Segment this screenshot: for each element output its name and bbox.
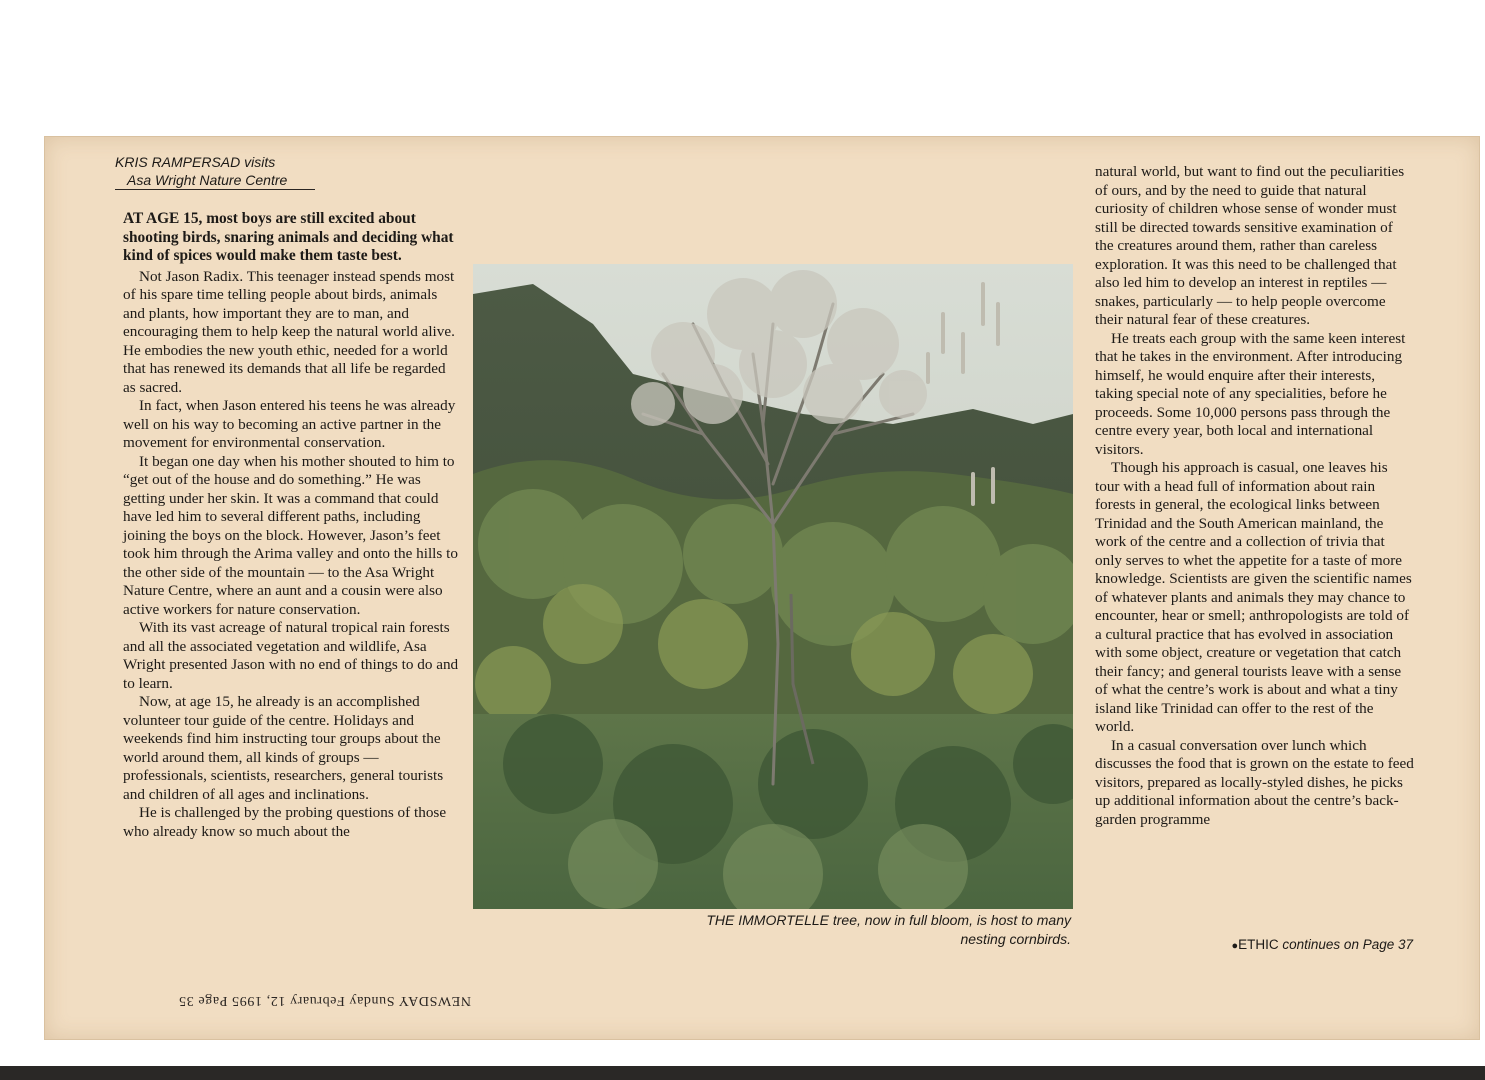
- page-folio: NEWSDAY Sunday February 12, 1995 Page 35: [178, 993, 471, 1008]
- paragraph: In fact, when Jason entered his teens he was already well on his way to becoming an active partner in the movement for environmental conservation.: [123, 397, 456, 451]
- paragraph: He is challenged by the probing questions of those who already know so much about the: [123, 804, 447, 840]
- paragraph: natural world, but want to find out the peculiarities of ours, and by the need to guide that natural curiosity of children whose sense of wonder must still be directed towards sensitive examination of the creatures around them, rather than careless exploration. It was this need to be challenged that also led him to develop an interest in reptiles — snakes, particularly — to help people overcome their natural fear of these creatures.: [1095, 163, 1405, 328]
- lede: AT AGE 15, most boys are still excited about shooting birds, snaring animals and deciding what kind of spices would make them taste best.: [123, 210, 454, 264]
- left-column: [123, 210, 459, 841]
- byline-subject: Asa Wright Nature Centre: [115, 171, 315, 190]
- immortelle-tree-photo: [473, 264, 1073, 909]
- paragraph: With its vast acreage of natural tropical rain forests and all the associated vegetation and wildlife, Asa Wright presented Jason with no end of things to do and to learn.: [123, 619, 459, 692]
- paragraph: It began one day when his mother shouted to him to “get out of the house and do something.” He was getting under her skin. It was a command that could have led him to several different paths, including joining the boys on the block. However, Jason’s feet took him through the Arima valley and onto the hills to the other side of the mountain — to the Asa Wright Nature Centre, where an aunt and a cousin were also active workers for nature conservation.: [123, 452, 458, 618]
- bullet-icon: ●: [1231, 940, 1239, 952]
- continuation-lead: ETHIC: [1238, 937, 1279, 952]
- paragraph: Though his approach is casual, one leaves his tour with a head full of information about rain forests in general, the ecological links between Trinidad and the South American mainland, the work of the centre and a collection of trivia that only serves to whet the appetite for a taste of more knowledge. Scientists are given the scientific names of whatever plants and animals they may chance to encounter, hear or smell; anthropologists are told of a cultural practice that has evolved in association with some object, creature or vegetation that catch their fancy; and general tourists leave with a sense of what the centre’s work is about and what a tiny island like Trinidad can offer to the rest of the world.: [1095, 459, 1412, 735]
- byline-author: KRIS RAMPERSAD visits: [115, 154, 276, 170]
- byline: [115, 153, 315, 190]
- right-column: [1095, 163, 1415, 829]
- paragraph: Now, at age 15, he already is an accomplished volunteer tour guide of the centre. Holidays and weekends find him instructing tour groups about the world around them, all kinds of groups — professionals, scientists, researchers, general tourists and children of all ages and inclinations.: [123, 693, 444, 803]
- scanner-edge: [0, 1066, 1485, 1080]
- paragraph: He treats each group with the same keen interest that he takes in the environment. After introducing himself, he would enquire after their interests, taking special note of any specialities, before he proceeds. Some 10,000 persons pass through the centre every year, both local and international visitors.: [1095, 329, 1406, 458]
- paragraph: Not Jason Radix. This teenager instead spends most of his spare time telling people about birds, animals and plants, how important they are to man, and encouraging them to help keep the natural world alive. He embodies the new youth ethic, needed for a world that has renewed its demands that all life be regarded as sacred.: [123, 267, 455, 396]
- continuation-note: [1165, 937, 1413, 952]
- paragraph: In a casual conversation over lunch which discusses the food that is grown on the estate to feed visitors, prepared as locally-styled dishes, he picks up additional information about the centre’s back-garden programme: [1095, 736, 1414, 828]
- continuation-text: continues on Page 37: [1282, 937, 1413, 952]
- photo-caption: THE IMMORTELLE tree, now in full bloom, is host to many nesting cornbirds.: [706, 912, 1071, 947]
- newspaper-clipping: [44, 136, 1480, 1040]
- forest-photo-illustration: [473, 264, 1073, 909]
